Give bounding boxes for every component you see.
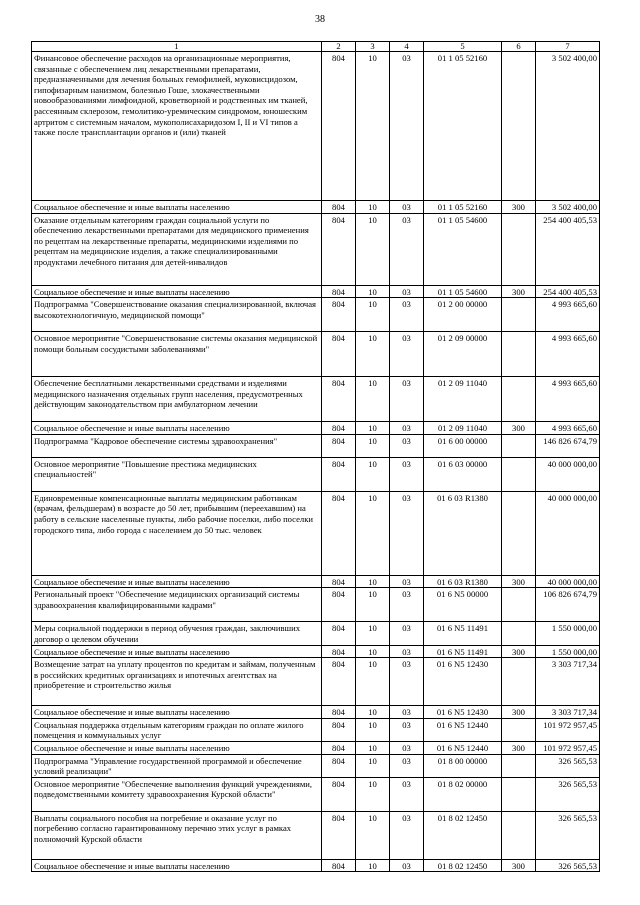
row-section: 10 <box>356 777 390 811</box>
row-ministry-code: 804 <box>322 434 356 457</box>
header-cell: 7 <box>536 42 600 52</box>
row-ministry-code: 804 <box>322 706 356 719</box>
row-subsection: 03 <box>390 298 424 332</box>
row-target-article: 01 6 N5 12440 <box>424 718 502 741</box>
row-subsection: 03 <box>390 588 424 622</box>
row-target-article: 01 6 N5 12430 <box>424 706 502 719</box>
table-row <box>32 718 600 741</box>
row-ministry-code: 804 <box>322 777 356 811</box>
row-section: 10 <box>356 457 390 491</box>
row-ministry-code: 804 <box>322 741 356 754</box>
row-name: Подпрограмма "Кадровое обеспечение системы здравоохранения" <box>32 434 322 457</box>
row-ministry-code: 804 <box>322 377 356 422</box>
row-name: Социальное обеспечение и иные выплаты населению <box>32 645 322 658</box>
row-amount: 326 565,53 <box>536 777 600 811</box>
row-amount: 3 502 400,00 <box>536 201 600 214</box>
table-row <box>32 777 600 811</box>
row-section: 10 <box>356 658 390 706</box>
row-name: Обеспечение бесплатными лекарственными средствами и изделиями медицинского назначения отдельных групп населения, предусмотренных действующим законодательством при амбулаторном лечении <box>32 377 322 422</box>
row-amount: 254 400 405,53 <box>536 285 600 298</box>
row-expense-type: 300 <box>502 285 536 298</box>
row-section: 10 <box>356 622 390 645</box>
row-name: Социальное обеспечение и иные выплаты населению <box>32 859 322 872</box>
row-name: Единовременные компенсационные выплаты медицинским работникам (врачам, фельдшерам) в возрасте до 50 лет, прибывшим (переехавшим) на работу в сельские населенные пункты, либо рабочие поселки, либо поселки городского типа, либо города с населением до 50 тыс. человек <box>32 491 322 575</box>
row-expense-type <box>502 332 536 377</box>
row-section: 10 <box>356 52 390 201</box>
table-row <box>32 859 600 872</box>
row-subsection: 03 <box>390 811 424 859</box>
row-section: 10 <box>356 377 390 422</box>
row-amount: 4 993 665,60 <box>536 298 600 332</box>
row-section: 10 <box>356 741 390 754</box>
row-target-article: 01 6 03 R1380 <box>424 491 502 575</box>
table-row <box>32 332 600 377</box>
row-subsection: 03 <box>390 285 424 298</box>
row-name: Региональный проект "Обеспечение медицинских организаций системы здравоохранения квалифицированными кадрами" <box>32 588 322 622</box>
row-amount: 4 993 665,60 <box>536 332 600 377</box>
row-expense-type: 300 <box>502 706 536 719</box>
row-target-article: 01 6 03 00000 <box>424 457 502 491</box>
row-target-article: 01 2 00 00000 <box>424 298 502 332</box>
row-amount: 1 550 000,00 <box>536 622 600 645</box>
row-target-article: 01 6 00 00000 <box>424 434 502 457</box>
row-ministry-code: 804 <box>322 298 356 332</box>
row-ministry-code: 804 <box>322 859 356 872</box>
row-target-article: 01 6 N5 11491 <box>424 622 502 645</box>
row-target-article: 01 8 02 12450 <box>424 811 502 859</box>
row-name: Подпрограмма "Управление государственной программой и обеспечение условий реализации" <box>32 754 322 777</box>
row-subsection: 03 <box>390 457 424 491</box>
table-row <box>32 706 600 719</box>
row-section: 10 <box>356 201 390 214</box>
row-amount: 326 565,53 <box>536 754 600 777</box>
row-amount: 40 000 000,00 <box>536 575 600 588</box>
row-ministry-code: 804 <box>322 754 356 777</box>
row-subsection: 03 <box>390 658 424 706</box>
row-section: 10 <box>356 285 390 298</box>
row-target-article: 01 2 09 11040 <box>424 422 502 435</box>
header-cell: 4 <box>390 42 424 52</box>
row-target-article: 01 6 N5 00000 <box>424 588 502 622</box>
table-row <box>32 588 600 622</box>
row-ministry-code: 804 <box>322 575 356 588</box>
row-expense-type <box>502 622 536 645</box>
row-amount: 3 502 400,00 <box>536 52 600 201</box>
row-ministry-code: 804 <box>322 588 356 622</box>
row-expense-type <box>502 754 536 777</box>
table-row <box>32 422 600 435</box>
row-expense-type <box>502 213 536 285</box>
row-name: Основное мероприятие "Обеспечение выполнения функций учреждениями, подведомственными комитету здравоохранения Курской области" <box>32 777 322 811</box>
row-section: 10 <box>356 298 390 332</box>
row-target-article: 01 6 N5 11491 <box>424 645 502 658</box>
table-row <box>32 285 600 298</box>
row-expense-type <box>502 718 536 741</box>
row-expense-type <box>502 811 536 859</box>
row-section: 10 <box>356 575 390 588</box>
row-section: 10 <box>356 491 390 575</box>
row-name: Основное мероприятие "Повышение престижа медицинских специальностей" <box>32 457 322 491</box>
row-name: Социальное обеспечение и иные выплаты населению <box>32 706 322 719</box>
row-ministry-code: 804 <box>322 811 356 859</box>
row-expense-type <box>502 777 536 811</box>
row-section: 10 <box>356 706 390 719</box>
row-name: Социальное обеспечение и иные выплаты населению <box>32 201 322 214</box>
table-row <box>32 201 600 214</box>
row-amount: 326 565,53 <box>536 859 600 872</box>
table-row <box>32 754 600 777</box>
row-ministry-code: 804 <box>322 332 356 377</box>
row-ministry-code: 804 <box>322 52 356 201</box>
row-section: 10 <box>356 645 390 658</box>
row-ministry-code: 804 <box>322 622 356 645</box>
row-section: 10 <box>356 434 390 457</box>
budget-table <box>31 41 600 872</box>
row-amount: 40 000 000,00 <box>536 491 600 575</box>
row-expense-type <box>502 298 536 332</box>
row-subsection: 03 <box>390 332 424 377</box>
row-amount: 40 000 000,00 <box>536 457 600 491</box>
row-expense-type: 300 <box>502 859 536 872</box>
row-expense-type <box>502 52 536 201</box>
row-subsection: 03 <box>390 622 424 645</box>
row-amount: 4 993 665,60 <box>536 422 600 435</box>
row-expense-type: 300 <box>502 741 536 754</box>
row-target-article: 01 6 N5 12430 <box>424 658 502 706</box>
row-ministry-code: 804 <box>322 658 356 706</box>
row-subsection: 03 <box>390 377 424 422</box>
row-subsection: 03 <box>390 422 424 435</box>
row-amount: 146 826 674,79 <box>536 434 600 457</box>
row-subsection: 03 <box>390 201 424 214</box>
row-amount: 326 565,53 <box>536 811 600 859</box>
row-expense-type <box>502 658 536 706</box>
header-cell: 5 <box>424 42 502 52</box>
row-target-article: 01 8 02 00000 <box>424 777 502 811</box>
table-row <box>32 645 600 658</box>
table-row <box>32 622 600 645</box>
row-target-article: 01 1 05 54600 <box>424 213 502 285</box>
row-amount: 254 400 405,53 <box>536 213 600 285</box>
row-target-article: 01 2 09 11040 <box>424 377 502 422</box>
table-row <box>32 298 600 332</box>
row-target-article: 01 6 03 R1380 <box>424 575 502 588</box>
row-subsection: 03 <box>390 52 424 201</box>
row-amount: 3 303 717,34 <box>536 658 600 706</box>
row-ministry-code: 804 <box>322 422 356 435</box>
row-subsection: 03 <box>390 213 424 285</box>
row-target-article: 01 2 09 00000 <box>424 332 502 377</box>
row-target-article: 01 6 N5 12440 <box>424 741 502 754</box>
page-number: 38 <box>315 14 325 25</box>
table-row <box>32 377 600 422</box>
row-expense-type <box>502 377 536 422</box>
row-expense-type <box>502 434 536 457</box>
table-row <box>32 52 600 201</box>
row-target-article: 01 8 02 12450 <box>424 859 502 872</box>
header-cell: 6 <box>502 42 536 52</box>
table-row <box>32 741 600 754</box>
row-amount: 4 993 665,60 <box>536 377 600 422</box>
row-amount: 106 826 674,79 <box>536 588 600 622</box>
row-target-article: 01 1 05 52160 <box>424 52 502 201</box>
header-cell: 3 <box>356 42 390 52</box>
row-ministry-code: 804 <box>322 201 356 214</box>
row-name: Оказание отдельным категориям граждан социальной услуги по обеспечению лекарственными препаратами для медицинского применения по рецептам на лекарственные препараты, медицинскими изделиями по рецептам на медицинские изделия, а также специализированными продуктами лечебного питания для детей-инвалидов <box>32 213 322 285</box>
row-ministry-code: 804 <box>322 213 356 285</box>
row-name: Подпрограмма "Совершенствование оказания специализированной, включая высокотехнологичную, медицинской помощи" <box>32 298 322 332</box>
row-name: Финансовое обеспечение расходов на организационные мероприятия, связанные с обеспечением лиц лекарственными препаратами, предназначенными для лечения больных гемофилией, муковисцидозом, гипофизарным нанизмом, болезнью Гоше, злокачественными новообразованиями лимфоидной, кроветворной и родственных им тканей, рассеянным склерозом, гемолитико-уремическим синдромом, юношеским артритом с системным началом, мукополисахаридозом I, II и VI типов а также после трансплантации органов и (или) тканей <box>32 52 322 201</box>
row-ministry-code: 804 <box>322 491 356 575</box>
row-expense-type <box>502 588 536 622</box>
table-row <box>32 491 600 575</box>
row-subsection: 03 <box>390 434 424 457</box>
row-ministry-code: 804 <box>322 718 356 741</box>
header-cell: 1 <box>32 42 322 52</box>
row-name: Меры социальной поддержки в период обучения граждан, заключивших договор о целевом обучении <box>32 622 322 645</box>
row-section: 10 <box>356 332 390 377</box>
table-row <box>32 575 600 588</box>
row-section: 10 <box>356 422 390 435</box>
row-name: Социальное обеспечение и иные выплаты населению <box>32 575 322 588</box>
row-expense-type: 300 <box>502 575 536 588</box>
row-subsection: 03 <box>390 754 424 777</box>
row-subsection: 03 <box>390 777 424 811</box>
row-expense-type <box>502 491 536 575</box>
row-section: 10 <box>356 811 390 859</box>
row-target-article: 01 8 00 00000 <box>424 754 502 777</box>
table-row <box>32 213 600 285</box>
row-subsection: 03 <box>390 718 424 741</box>
header-cell: 2 <box>322 42 356 52</box>
table-row <box>32 457 600 491</box>
row-subsection: 03 <box>390 706 424 719</box>
row-amount: 1 550 000,00 <box>536 645 600 658</box>
row-name: Социальное обеспечение и иные выплаты населению <box>32 285 322 298</box>
row-expense-type <box>502 457 536 491</box>
row-name: Возмещение затрат на уплату процентов по кредитам и займам, полученным в российских кредитных организациях и ипотечных агентствах на приобретение и строительство жилья <box>32 658 322 706</box>
row-target-article: 01 1 05 52160 <box>424 201 502 214</box>
row-amount: 101 972 957,45 <box>536 741 600 754</box>
header-row <box>32 42 600 52</box>
row-subsection: 03 <box>390 575 424 588</box>
row-ministry-code: 804 <box>322 285 356 298</box>
row-subsection: 03 <box>390 859 424 872</box>
row-name: Социальная поддержка отдельным категориям граждан по оплате жилого помещения и коммунальных услуг <box>32 718 322 741</box>
row-target-article: 01 1 05 54600 <box>424 285 502 298</box>
row-section: 10 <box>356 754 390 777</box>
row-section: 10 <box>356 213 390 285</box>
row-expense-type: 300 <box>502 422 536 435</box>
row-expense-type: 300 <box>502 645 536 658</box>
row-section: 10 <box>356 718 390 741</box>
table-row <box>32 434 600 457</box>
row-amount: 3 303 717,34 <box>536 706 600 719</box>
row-ministry-code: 804 <box>322 645 356 658</box>
table-row <box>32 658 600 706</box>
row-expense-type: 300 <box>502 201 536 214</box>
row-ministry-code: 804 <box>322 457 356 491</box>
row-section: 10 <box>356 859 390 872</box>
row-subsection: 03 <box>390 645 424 658</box>
row-subsection: 03 <box>390 491 424 575</box>
row-subsection: 03 <box>390 741 424 754</box>
table-row <box>32 811 600 859</box>
row-amount: 101 972 957,45 <box>536 718 600 741</box>
row-section: 10 <box>356 588 390 622</box>
row-name: Социальное обеспечение и иные выплаты населению <box>32 422 322 435</box>
row-name: Социальное обеспечение и иные выплаты населению <box>32 741 322 754</box>
row-name: Основное мероприятие "Совершенствование системы оказания медицинской помощи больным сосудистыми заболеваниями" <box>32 332 322 377</box>
row-name: Выплаты социального пособия на погребение и оказание услуг по погребению согласно гарантированному перечню этих услуг в рамках полномочий Курской области <box>32 811 322 859</box>
